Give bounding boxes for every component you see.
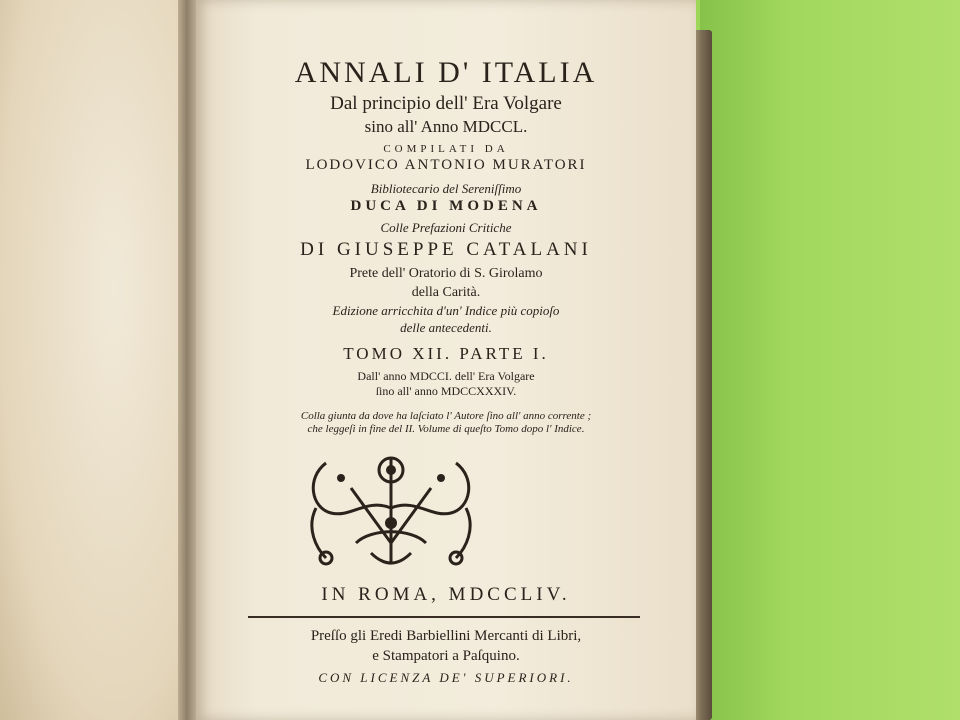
prete-line: Prete dell' Oratorio di S. Girolamo: [349, 266, 543, 281]
editor-name: DI GIUSEPPE CATALANI: [300, 239, 592, 260]
printers-ornament-icon: [296, 448, 486, 573]
edizione-line: Edizione arricchita d'un' Indice più copioſo: [332, 303, 560, 318]
book-title: ANNALI D' ITALIA: [294, 56, 598, 89]
giunta-line-2: che leggeſi in fine del II. Volume di queſto Tomo dopo l' Indice.: [307, 423, 585, 435]
sino-anno-line: ſino all' anno MDCCXXXIV.: [375, 384, 517, 398]
place-and-date: IN ROMA, MDCCLIV.: [321, 584, 571, 605]
compilati-line: COMPILATI DA: [383, 143, 509, 155]
dall-anno-line: Dall' anno MDCCI. dell' Era Volgare: [357, 369, 535, 383]
author-name: LODOVICO ANTONIO MURATORI: [305, 157, 587, 173]
subtitle-line-1: Dal principio dell' Era Volgare: [330, 93, 562, 114]
title-page-text: [196, 0, 696, 720]
left-page: [0, 0, 190, 720]
giunta-line-1: Colla giunta da dove ha laſciato l' Autore ſino all' anno corrente ;: [300, 410, 592, 422]
printer-line-1: Preſſo gli Eredi Barbiellini Mercanti di Libri,: [310, 628, 582, 644]
bibliotecario-line: Bibliotecario del Sereniſſimo: [370, 181, 522, 196]
printer-line-2: e Stampatori a Paſquino.: [372, 648, 520, 664]
volume-line: TOMO XII. PARTE I.: [343, 344, 549, 363]
licenza-line: CON LICENZA DE' SUPERIORI.: [318, 670, 574, 685]
antecedenti-line: delle antecedenti.: [400, 320, 492, 335]
subtitle-line-2: sino all' Anno MDCCL.: [364, 117, 528, 136]
carita-line: della Carità.: [411, 285, 481, 300]
green-background: [700, 0, 960, 720]
duca-line: DUCA DI MODENA: [350, 198, 542, 214]
prefazioni-line: Colle Prefazioni Critiche: [380, 220, 512, 235]
divider-rule: [248, 616, 640, 618]
